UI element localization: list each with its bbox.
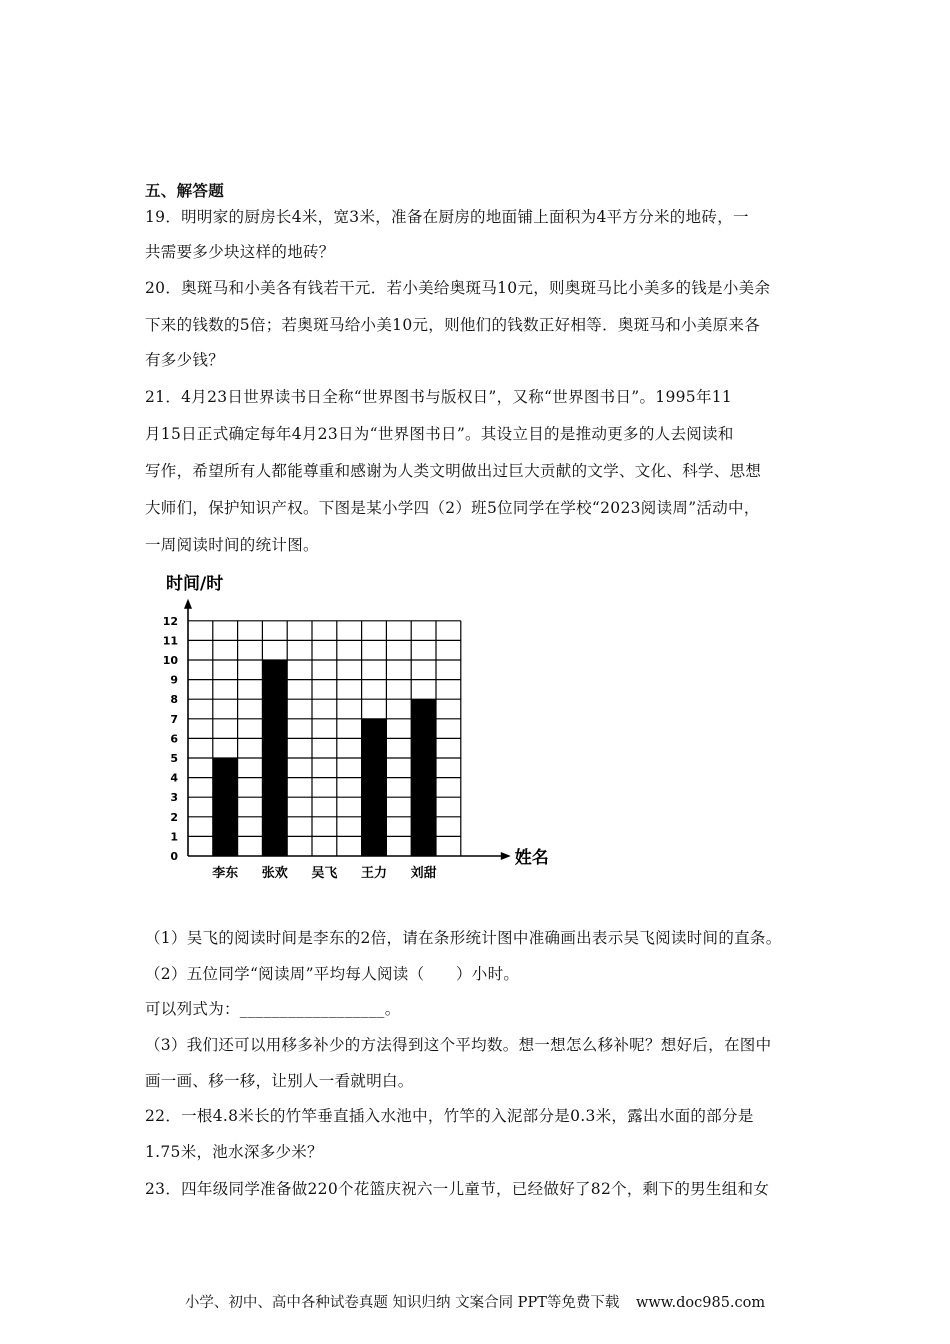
y-tick-label: 8	[170, 693, 178, 707]
y-tick-label: 10	[162, 654, 178, 667]
q21-part-2-formula: 可以列式为：__________________。	[145, 1000, 401, 1018]
q19-line-2: 共需要多少块这样的地砖？	[145, 243, 335, 261]
q21-line-3: 写作，希望所有人都能尊重和感谢为人类文明做出过巨大贡献的文学、文化、科学、思想	[145, 462, 762, 480]
category-label: 张欢	[261, 866, 288, 881]
y-tick-label: 6	[170, 732, 178, 746]
y-tick-label: 11	[162, 634, 178, 648]
category-label: 吴飞	[311, 866, 338, 881]
bar-1	[213, 758, 238, 856]
q21-part-3-line-1: （3）我们还可以用移多补少的方法得到这个平均数。想一想怎么移补呢？想好后，在图中	[145, 1036, 772, 1054]
bar-5	[411, 699, 436, 856]
section-title: 五、解答题	[145, 182, 225, 200]
q21-line-2: 月15日正式确定每年4月23日为“世界图书日”。其设立目的是推动更多的人去阅读和	[145, 425, 734, 443]
q20-line-3: 有多少钱？	[145, 351, 225, 369]
page-footer	[0, 1291, 950, 1312]
q21-part-3-line-2: 画一画、移一移，让别人一看就明白。	[145, 1072, 414, 1090]
y-axis-arrow	[184, 599, 192, 609]
category-label: 刘甜	[410, 866, 437, 881]
y-tick-label: 3	[170, 791, 178, 805]
bar-4	[362, 719, 387, 856]
q21-line-4: 大师们，保护知识产权。下图是某小学四（2）班5位同学在学校“2023阅读周”活动中，	[145, 499, 760, 517]
y-tick-label: 12	[162, 614, 178, 628]
q21-line-1: 21．4月23日世界读书日全称“世界图书与版权日”，又称“世界图书日”。1995年11	[145, 388, 733, 406]
y-tick-label: 0	[170, 850, 178, 863]
q19-line-1: 19．明明家的厨房长4米，宽3米，准备在厨房的地面铺上面积为4平方分米的地砖，一	[145, 208, 749, 226]
q21-part-1: （1）吴飞的阅读时间是李东的2倍，请在条形统计图中准确画出表示吴飞阅读时间的直条。	[145, 929, 782, 947]
y-axis-title: 时间/时	[166, 574, 224, 594]
y-tick-label: 9	[170, 673, 178, 687]
x-axis-title: 姓名	[514, 848, 549, 868]
footer-url: www.doc985.com	[635, 1295, 766, 1311]
q21-part-2: （2）五位同学“阅读周”平均每人阅读（ ）小时。	[145, 965, 520, 983]
reading-time-bar-chart	[160, 568, 560, 888]
y-tick-label: 2	[170, 810, 178, 824]
y-tick-label: 1	[170, 830, 178, 844]
y-tick-label: 5	[170, 752, 178, 765]
q22-line-1: 22．一根4.8米长的竹竿垂直插入水池中，竹竿的入泥部分是0.3米，露出水面的部分是	[145, 1107, 754, 1125]
q21-line-5: 一周阅读时间的统计图。	[145, 536, 319, 554]
y-tick-label: 4	[170, 771, 178, 785]
category-label: 李东	[212, 866, 239, 881]
category-label: 王力	[360, 866, 388, 881]
bar-2	[262, 660, 287, 856]
y-tick-label: 7	[170, 712, 178, 726]
q23-line-1: 23．四年级同学准备做220个花篮庆祝六一儿童节，已经做好了82个，剩下的男生组和女	[145, 1180, 770, 1198]
q20-line-2: 下来的钱数的5倍；若奥斑马给小美10元，则他们的钱数正好相等．奥斑马和小美原来各	[145, 316, 761, 334]
q20-line-1: 20．奥斑马和小美各有钱若干元．若小美给奥斑马10元，则奥斑马比小美多的钱是小美余	[145, 279, 771, 297]
footer-text: 小学、初中、高中各种试卷真题 知识归纳 文案合同 PPT等免费下载	[184, 1295, 620, 1311]
q22-line-2: 1.75米，池水深多少米？	[145, 1143, 323, 1161]
x-axis-arrow	[501, 852, 511, 860]
